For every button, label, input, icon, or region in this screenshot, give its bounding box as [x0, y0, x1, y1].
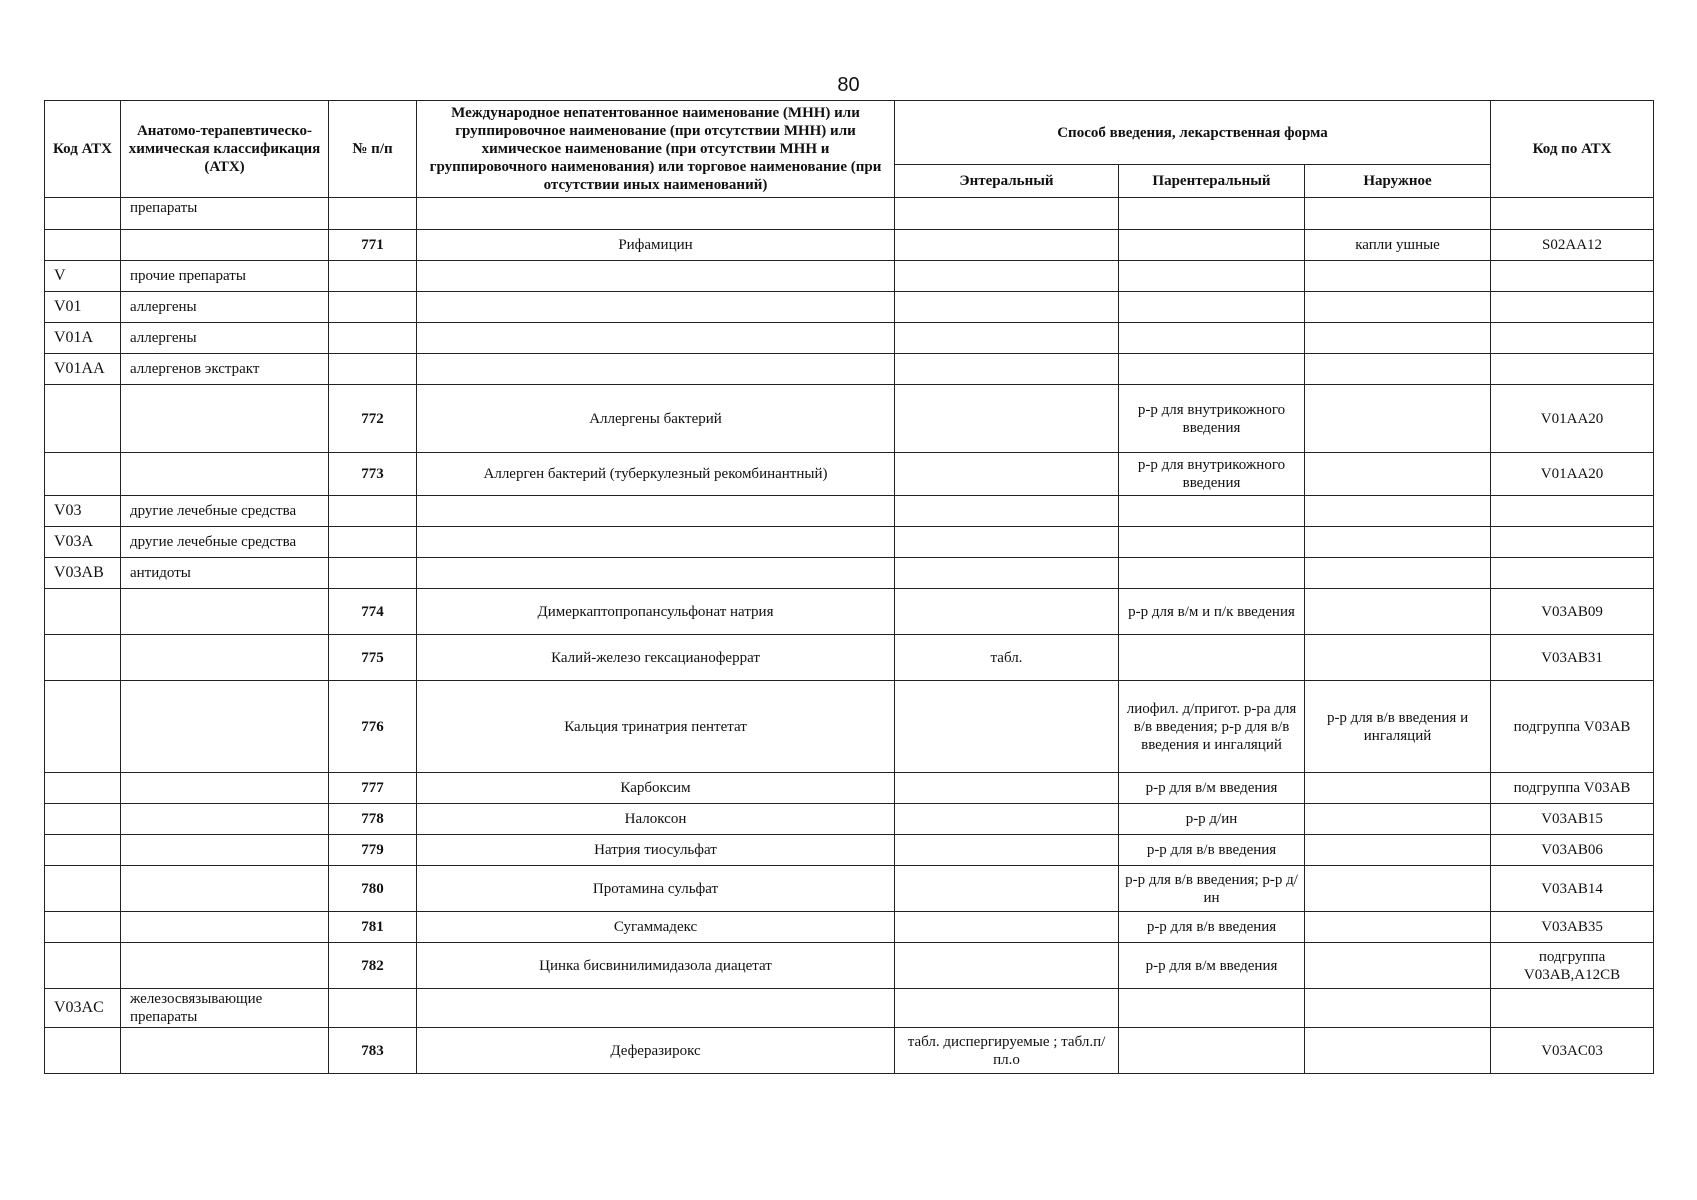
cell-code — [45, 773, 121, 804]
cell-enteral — [895, 835, 1119, 866]
cell-parenteral: р-р для в/в введения — [1119, 912, 1305, 943]
cell-name — [417, 989, 895, 1028]
table-row — [45, 773, 1654, 804]
cell-code: V03AC — [45, 989, 121, 1028]
cell-external — [1305, 198, 1491, 230]
cell-enteral — [895, 912, 1119, 943]
cell-enteral — [895, 943, 1119, 989]
cell-code — [45, 385, 121, 453]
cell-external — [1305, 989, 1491, 1028]
cell-parenteral — [1119, 230, 1305, 261]
cell-external — [1305, 323, 1491, 354]
header-atx-code: Код по АТХ — [1491, 101, 1654, 198]
cell-classification: другие лечебные средства — [121, 496, 329, 527]
cell-external — [1305, 635, 1491, 681]
cell-name: Натрия тиосульфат — [417, 835, 895, 866]
cell-external — [1305, 866, 1491, 912]
cell-parenteral — [1119, 496, 1305, 527]
cell-enteral — [895, 292, 1119, 323]
cell-classification — [121, 943, 329, 989]
cell-name: Кальция тринатрия пентетат — [417, 681, 895, 773]
cell-classification: препараты — [121, 198, 329, 230]
cell-classification — [121, 835, 329, 866]
cell-code: V — [45, 261, 121, 292]
cell-classification — [121, 681, 329, 773]
table-row — [45, 292, 1654, 323]
header-row — [45, 101, 1654, 165]
cell-name: Аллергены бактерий — [417, 385, 895, 453]
cell-atx-code — [1491, 989, 1654, 1028]
cell-name: Калий-железо гексацианоферрат — [417, 635, 895, 681]
cell-parenteral: р-р для внутрикожного введения — [1119, 453, 1305, 496]
cell-parenteral — [1119, 198, 1305, 230]
cell-code — [45, 453, 121, 496]
cell-enteral — [895, 198, 1119, 230]
cell-parenteral: р-р для в/м и п/к введения — [1119, 589, 1305, 635]
cell-external — [1305, 496, 1491, 527]
header-enteral: Энтеральный — [895, 165, 1119, 198]
cell-enteral: табл. диспергируемые ; табл.п/пл.о — [895, 1028, 1119, 1074]
cell-enteral — [895, 589, 1119, 635]
header-classification: Анатомо-терапевтическо-химическая классификация (АТХ) — [121, 101, 329, 198]
cell-code — [45, 589, 121, 635]
cell-classification — [121, 589, 329, 635]
cell-code — [45, 635, 121, 681]
cell-number: 780 — [329, 866, 417, 912]
table-row — [45, 453, 1654, 496]
cell-code: V01AA — [45, 354, 121, 385]
cell-atx-code: V03AC03 — [1491, 1028, 1654, 1074]
cell-parenteral: р-р для в/в введения — [1119, 835, 1305, 866]
cell-number — [329, 527, 417, 558]
table-row — [45, 230, 1654, 261]
table-row — [45, 558, 1654, 589]
cell-parenteral: р-р для в/м введения — [1119, 943, 1305, 989]
cell-number — [329, 354, 417, 385]
cell-parenteral: р-р для внутрикожного введения — [1119, 385, 1305, 453]
cell-number — [329, 198, 417, 230]
cell-enteral — [895, 989, 1119, 1028]
cell-parenteral: р-р д/ин — [1119, 804, 1305, 835]
cell-enteral — [895, 385, 1119, 453]
cell-external — [1305, 354, 1491, 385]
cell-code — [45, 866, 121, 912]
cell-parenteral — [1119, 527, 1305, 558]
table-row — [45, 589, 1654, 635]
cell-external — [1305, 943, 1491, 989]
cell-enteral — [895, 866, 1119, 912]
cell-number: 775 — [329, 635, 417, 681]
table-row — [45, 866, 1654, 912]
page-number: 80 — [837, 74, 860, 96]
header-external: Наружное — [1305, 165, 1491, 198]
cell-parenteral: р-р для в/м введения — [1119, 773, 1305, 804]
cell-name — [417, 198, 895, 230]
cell-atx-code: подгруппа V03AB — [1491, 681, 1654, 773]
cell-code — [45, 198, 121, 230]
cell-atx-code: S02AA12 — [1491, 230, 1654, 261]
cell-external — [1305, 453, 1491, 496]
cell-enteral — [895, 261, 1119, 292]
cell-code — [45, 912, 121, 943]
drug-table — [44, 100, 1654, 1074]
cell-code — [45, 835, 121, 866]
table-row — [45, 323, 1654, 354]
cell-number: 772 — [329, 385, 417, 453]
cell-external — [1305, 261, 1491, 292]
header-number: № п/п — [329, 101, 417, 198]
cell-name: Сугаммадекс — [417, 912, 895, 943]
cell-number — [329, 261, 417, 292]
table-row — [45, 354, 1654, 385]
cell-external — [1305, 527, 1491, 558]
table-row — [45, 1028, 1654, 1074]
cell-code: V03A — [45, 527, 121, 558]
cell-parenteral — [1119, 323, 1305, 354]
cell-external — [1305, 292, 1491, 323]
cell-classification — [121, 453, 329, 496]
cell-number: 773 — [329, 453, 417, 496]
cell-name — [417, 496, 895, 527]
cell-atx-code: V03AB14 — [1491, 866, 1654, 912]
cell-name: Аллерген бактерий (туберкулезный рекомбинантный) — [417, 453, 895, 496]
table-body — [45, 198, 1654, 1074]
table-row — [45, 635, 1654, 681]
cell-name: Налоксон — [417, 804, 895, 835]
header-route: Способ введения, лекарственная форма — [895, 101, 1491, 165]
cell-code — [45, 943, 121, 989]
cell-name: Цинка бисвинилимидазола диацетат — [417, 943, 895, 989]
cell-classification: железосвязывающие препараты — [121, 989, 329, 1028]
cell-number: 771 — [329, 230, 417, 261]
header-name: Международное непатентованное наименование (МНН) или группировочное наименование (при отсутствии МНН) или химическое наименование (при отсутствии МНН и группировочного наименования) или торговое наименование (при отсутствии иных наименований) — [417, 101, 895, 198]
header-parenteral: Парентеральный — [1119, 165, 1305, 198]
cell-classification: другие лечебные средства — [121, 527, 329, 558]
cell-name — [417, 558, 895, 589]
cell-classification — [121, 804, 329, 835]
cell-classification — [121, 230, 329, 261]
cell-name: Рифамицин — [417, 230, 895, 261]
cell-classification: аллергенов экстракт — [121, 354, 329, 385]
cell-number — [329, 558, 417, 589]
table-row — [45, 198, 1654, 230]
cell-classification: аллергены — [121, 292, 329, 323]
cell-name — [417, 261, 895, 292]
cell-parenteral — [1119, 261, 1305, 292]
cell-atx-code: V03AB35 — [1491, 912, 1654, 943]
cell-name — [417, 292, 895, 323]
cell-enteral — [895, 558, 1119, 589]
cell-number — [329, 989, 417, 1028]
cell-number — [329, 323, 417, 354]
cell-classification — [121, 385, 329, 453]
cell-number: 782 — [329, 943, 417, 989]
cell-atx-code: подгруппа V03AB — [1491, 773, 1654, 804]
cell-atx-code — [1491, 354, 1654, 385]
cell-classification: аллергены — [121, 323, 329, 354]
cell-classification — [121, 773, 329, 804]
table-row — [45, 989, 1654, 1028]
cell-atx-code — [1491, 198, 1654, 230]
cell-atx-code — [1491, 323, 1654, 354]
table-row — [45, 261, 1654, 292]
cell-code: V01A — [45, 323, 121, 354]
cell-code: V03AB — [45, 558, 121, 589]
cell-name — [417, 323, 895, 354]
cell-atx-code: подгруппа V03AB,A12CB — [1491, 943, 1654, 989]
cell-atx-code: V03AB31 — [1491, 635, 1654, 681]
cell-external — [1305, 912, 1491, 943]
cell-enteral — [895, 323, 1119, 354]
cell-classification — [121, 866, 329, 912]
cell-name: Деферазирокс — [417, 1028, 895, 1074]
cell-classification: прочие препараты — [121, 261, 329, 292]
cell-external — [1305, 589, 1491, 635]
cell-external — [1305, 385, 1491, 453]
cell-enteral — [895, 453, 1119, 496]
table-row — [45, 912, 1654, 943]
cell-atx-code: V01AA20 — [1491, 385, 1654, 453]
cell-parenteral — [1119, 989, 1305, 1028]
cell-enteral — [895, 354, 1119, 385]
cell-enteral — [895, 496, 1119, 527]
cell-number: 779 — [329, 835, 417, 866]
cell-enteral — [895, 230, 1119, 261]
cell-parenteral — [1119, 635, 1305, 681]
cell-atx-code: V01AA20 — [1491, 453, 1654, 496]
cell-enteral: табл. — [895, 635, 1119, 681]
cell-external: капли ушные — [1305, 230, 1491, 261]
cell-external — [1305, 804, 1491, 835]
cell-atx-code: V03AB15 — [1491, 804, 1654, 835]
cell-number: 776 — [329, 681, 417, 773]
cell-code: V03 — [45, 496, 121, 527]
cell-external — [1305, 1028, 1491, 1074]
cell-number — [329, 292, 417, 323]
cell-number: 778 — [329, 804, 417, 835]
table-row — [45, 943, 1654, 989]
cell-parenteral: лиофил. д/пригот. р-ра для в/в введения; р-р для в/в введения и ингаляций — [1119, 681, 1305, 773]
table-row — [45, 681, 1654, 773]
table-row — [45, 527, 1654, 558]
cell-name: Димеркаптопропансульфонат натрия — [417, 589, 895, 635]
cell-atx-code: V03AB09 — [1491, 589, 1654, 635]
cell-code — [45, 681, 121, 773]
table-row — [45, 496, 1654, 527]
cell-atx-code — [1491, 496, 1654, 527]
cell-classification — [121, 912, 329, 943]
cell-atx-code — [1491, 527, 1654, 558]
cell-name: Карбоксим — [417, 773, 895, 804]
cell-number — [329, 496, 417, 527]
cell-enteral — [895, 804, 1119, 835]
cell-external: р-р для в/в введения и ингаляций — [1305, 681, 1491, 773]
cell-code — [45, 804, 121, 835]
cell-atx-code — [1491, 558, 1654, 589]
header-code: Код АТХ — [45, 101, 121, 198]
cell-code — [45, 230, 121, 261]
cell-classification — [121, 635, 329, 681]
cell-atx-code: V03AB06 — [1491, 835, 1654, 866]
cell-enteral — [895, 681, 1119, 773]
cell-number: 777 — [329, 773, 417, 804]
cell-name: Протамина сульфат — [417, 866, 895, 912]
cell-name — [417, 354, 895, 385]
cell-parenteral — [1119, 558, 1305, 589]
table-row — [45, 385, 1654, 453]
cell-parenteral: р-р для в/в введения; р-р д/ин — [1119, 866, 1305, 912]
cell-code: V01 — [45, 292, 121, 323]
cell-number: 774 — [329, 589, 417, 635]
table-row — [45, 835, 1654, 866]
cell-parenteral — [1119, 354, 1305, 385]
cell-external — [1305, 558, 1491, 589]
cell-enteral — [895, 527, 1119, 558]
cell-code — [45, 1028, 121, 1074]
cell-classification: антидоты — [121, 558, 329, 589]
cell-classification — [121, 1028, 329, 1074]
cell-external — [1305, 773, 1491, 804]
cell-external — [1305, 835, 1491, 866]
table-row — [45, 804, 1654, 835]
cell-atx-code — [1491, 261, 1654, 292]
cell-parenteral — [1119, 292, 1305, 323]
cell-name — [417, 527, 895, 558]
cell-atx-code — [1491, 292, 1654, 323]
cell-number: 783 — [329, 1028, 417, 1074]
cell-enteral — [895, 773, 1119, 804]
cell-parenteral — [1119, 1028, 1305, 1074]
cell-number: 781 — [329, 912, 417, 943]
